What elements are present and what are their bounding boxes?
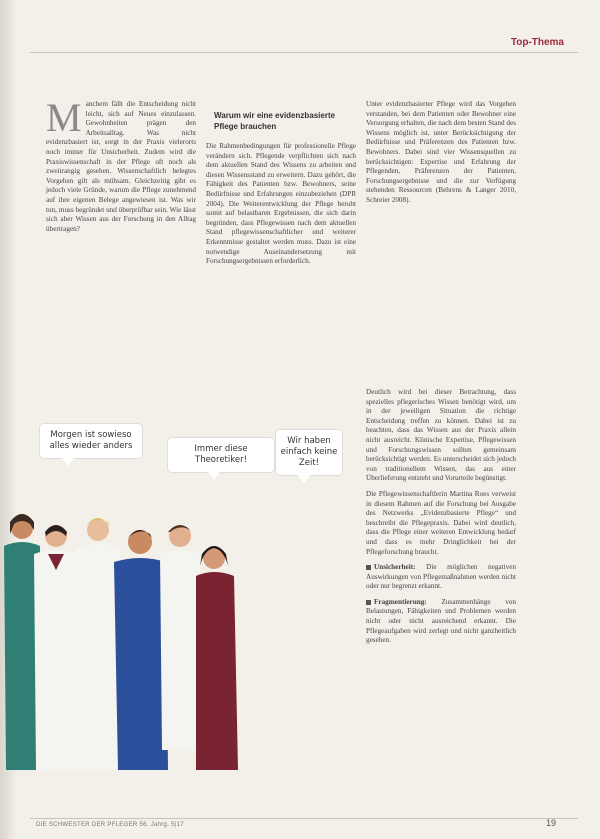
column-three-paragraph: Deutlich wird bei dieser Betrachtung, dass spezielles pflegerisches Wissen benötigt wird, um in der jeweiligen Situation die richtige Entscheidung treffen zu können. Dabei ist zu beachten, dass das Wissen aus der Praxis allein nicht ausreicht. Klinische Expertise, Pflegewissen und Forschungswissen sollten gemeinsam berücksichtigt werden. Es unterscheidet sich jedoch von traditionellem Wissen, das aus einer Überlieferung entsteht und Vorurteile begünstigt. [366,388,516,483]
page-number: 19 [545,818,556,828]
column-three-top [366,100,516,206]
footer-rule [30,818,578,819]
column-two-text: Die Rahmenbedingungen für professionelle Pflege verändern sich. Pflegende verpflichten sich nach dem aktuellen Stand des Wissens zu arbeiten und diesen Wissensstand zu erweitern. Dazu gehört, die Fähigkeit des Patienten bzw. Bewohners, seine Bedürfnisse und Erfahrungen einzubeziehen (DPR 2004). Die Weiterentwicklung der Pflege beruht somit auf belastbaren Ergebnissen, die sich darin begründen, dass Pflegewissen nach dem aktuellen Stand pflegewissenschaftlicher und weiterer Erkenntnisse gestaltet werden muss. Dazu ist eine notwendige Auseinandersetzung mit Forschungsergebnissen erforderlich. [206,142,356,266]
bullet-text: Zusammenhänge von Belastungen, Fähigkeiten und Problemen werden nicht oder nicht ausreichend erkannt. Die Pflegeaufgaben wird zerlegt und nicht ganzheitlich gesehen. [366,597,516,645]
person-maroon [196,546,238,770]
person-white-right [160,525,202,750]
column-one [46,95,196,234]
bullet-item [366,598,516,646]
intro-text: anchem fällt die Entscheidung nicht leicht, sich auf Neues einzulassen. Gewohnheiten prägen den Arbeitsalltag. Was nicht evidenzbasiert ist, sorgt in der Praxis vielerorts noch immer für Unsicherheit. Zudem wird die Praxiswissenschaft in der Pflege oft noch als zweitrangig gesehen. Wissenschaftlich belegtes Vorgehen gilt als mühsam. Gleichzeitig gibt es jedoch viele Gründe, warum die Pflege zunehmend auf ihre eigenen Belege angewiesen ist. Was wir tun, muss begründet und überprüfbar sein. Wie lässt sich aber Wissen aus der Forschung in den Alltag übertragen? [46,100,196,233]
bullet-item [366,563,516,592]
bullet-label: Unsicherheit: [374,563,416,572]
bullet-label: Fragmentierung: [374,597,427,606]
person-blonde [76,518,120,770]
section-topic: Top-Thema [510,37,564,48]
top-rule [30,52,578,53]
person-white-coat [34,525,80,770]
speech-bubble: Immer diese Theoretiker! [168,438,274,472]
column-three-bottom [366,388,516,652]
drop-cap: M [46,95,82,140]
speech-bubble: Morgen ist sowieso alles wieder anders [40,424,142,458]
column-two [206,142,356,267]
bullet-text: Die möglichen negativen Auswirkungen von Pflegemaßnahmen werden nicht oder nur begrenzt erkannt. [366,563,516,591]
nurses-illustration [0,500,260,780]
column-three-text: Unter evidenzbasierter Pflege wird das Vorgehen verstanden, bei dem Patienten oder Bewohner eine Versorgung erhalten, die nach dem besten Stand des Wissens möglich ist, unter Berücksichtigung der Bedürfnisse und Präferenzen des Patienten bzw. Bewohners. Dabei sind vier Wissensquellen zu berücksichtigen: Expertise und Erfahrung der Pflegenden, Präferenzen der Patienten, Forschungsergebnisse und die zur Verfügung stehenden Ressourcen (Behrens & Langer 2010, Schreier 2008). [366,100,516,204]
speech-bubble: Wir haben einfach keine Zeit! [276,430,342,475]
bullet-square-icon [366,565,371,570]
bullet-square-icon [366,600,371,605]
footer-text: DIE SCHWESTER DER PFLEGER 56. Jahrg. 5|17 [36,822,184,828]
section-subhead: Warum wir eine evidenzbasierte Pflege brauchen [214,111,336,131]
column-three-paragraph-2: Die Pflegewissenschaftlerin Martina Roes verweist in diesem Rahmen auf die Forschung bei Ausgabe des Netzwerks „Evidenzbasierte Pflege“ und beschreibt die Pflegepraxis. Dabei wird deutlich, dass die Pflege einer weiteren Entwicklung bedarf und dass es mehr Dringlichkeit bei der Pflegeforschung braucht. [366,489,516,556]
person-blue [114,530,168,770]
